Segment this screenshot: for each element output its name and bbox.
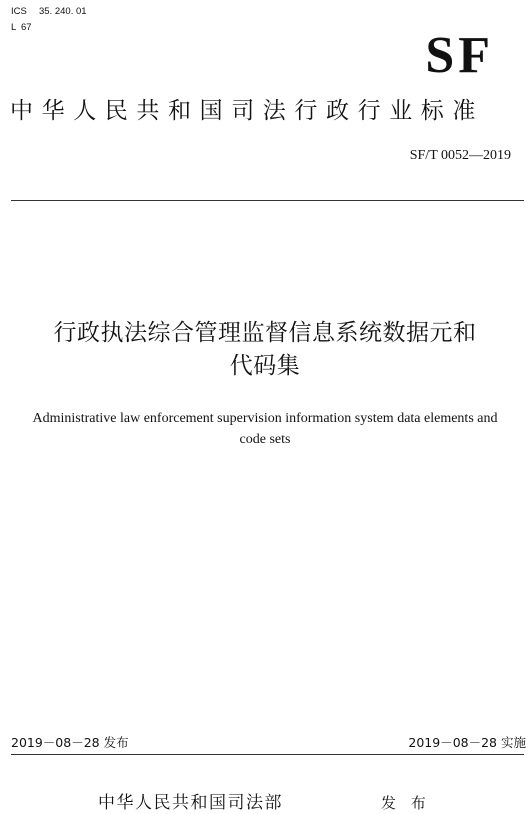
ccs-label: L (11, 22, 17, 33)
ics-value: 35. 240. 01 (39, 6, 87, 17)
ccs-code (11, 22, 32, 34)
title-english-line-2: code sets (239, 432, 291, 447)
sf-logo: SF (425, 27, 494, 84)
top-divider (11, 200, 524, 201)
standard-number: SF/T 0052—2019 (409, 148, 511, 163)
standard-category: 中华人民共和国司法行政行业标准 (10, 98, 484, 124)
ics-label: ICS (11, 6, 27, 17)
title-chinese-line-1: 行政执法综合管理监督信息系统数据元和 (53, 320, 477, 346)
issuing-authority: 中华人民共和国司法部 (98, 793, 283, 813)
title-english-line-1: Administrative law enforcement supervision information system data elements and (32, 411, 498, 426)
title-chinese (0, 317, 530, 383)
ics-code (11, 6, 87, 18)
issue-label: 发 布 (381, 794, 431, 812)
issue-date: 2019－08－28 发布 (11, 735, 129, 750)
title-chinese-line-2: 代码集 (229, 353, 301, 379)
bottom-divider (11, 754, 524, 755)
ccs-value: 67 (21, 22, 32, 33)
title-english (0, 408, 530, 450)
implement-date: 2019－08－28 实施 (408, 735, 526, 750)
